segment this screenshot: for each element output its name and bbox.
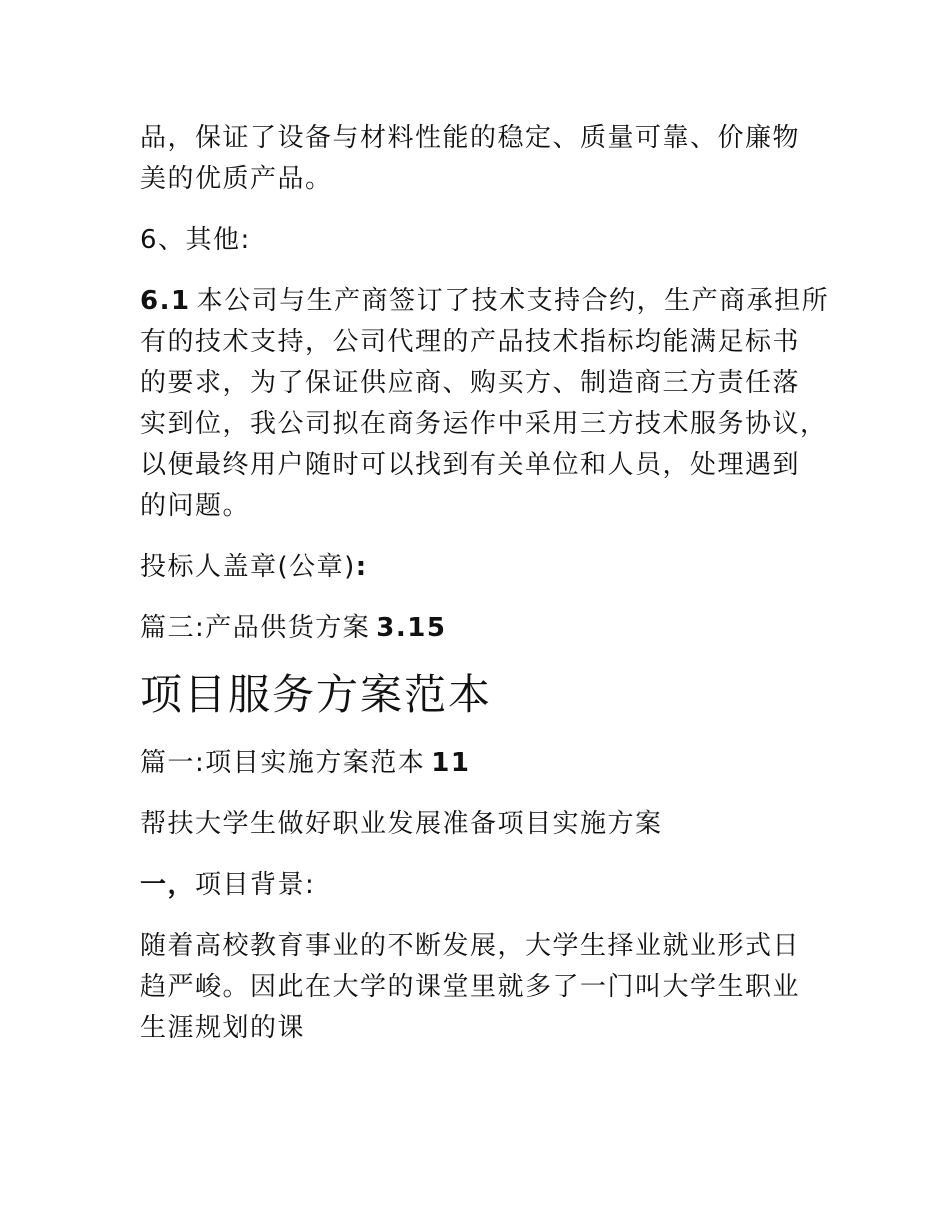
text-line xyxy=(140,281,830,322)
bidder-seal-label: 投标人盖章(公章) xyxy=(140,552,356,582)
text-line: 实到位，我公司拟在商务运作中采用三方技术服务协议， xyxy=(140,409,828,439)
text-line: 的问题。 xyxy=(140,491,251,521)
text-line: 的要求，为了保证供应商、购买方、制造商三方责任落 xyxy=(140,368,801,398)
section-6-title xyxy=(140,220,820,261)
main-heading: 项目服务方案范本 xyxy=(140,670,493,719)
text-line: 美的优质产品。 xyxy=(140,164,333,194)
section-6-label: 6、其他: xyxy=(140,225,251,255)
chapter-1-title: 篇一:项目实施方案范本 xyxy=(140,748,426,778)
document-body xyxy=(140,118,830,1069)
text-line: 生涯规划的课 xyxy=(140,1013,306,1043)
chapter-1-line xyxy=(140,743,820,784)
paragraph-background xyxy=(140,926,820,1049)
text-line: 以便最终用户随时可以找到有关单位和人员，处理遇到 xyxy=(140,450,801,480)
text-line: 随着高校教育事业的不断发展，大学生择业就业形式日 xyxy=(140,931,801,961)
text-line: 品，保证了设备与材料性能的稳定、质量可靠、价廉物 xyxy=(140,123,801,153)
item-number: 6.1 xyxy=(140,286,191,316)
chapter-3-title: 篇三:产品供货方案 xyxy=(140,613,371,643)
bidder-seal-line xyxy=(140,547,820,588)
plan-title xyxy=(140,804,820,845)
paragraph-product-quality xyxy=(140,118,820,200)
chapter-3-line xyxy=(140,608,820,649)
plan-title-text: 帮扶大学生做好职业发展准备项目实施方案 xyxy=(140,809,663,839)
text-line-content: 本公司与生产商签订了技术支持合约，生产商承担所 xyxy=(196,286,830,316)
chapter-1-number: 11 xyxy=(431,748,471,778)
chapter-3-number: 3.15 xyxy=(376,613,447,643)
section-1-prefix: 一， xyxy=(140,870,196,900)
text-line: 有的技术支持，公司代理的产品技术指标均能满足标书 xyxy=(140,327,801,357)
section-1-label: 项目背景: xyxy=(195,870,316,900)
text-line: 趋严峻。因此在大学的课堂里就多了一门叫大学生职业 xyxy=(140,972,801,1002)
section-1-title xyxy=(140,865,820,906)
bidder-seal-colon: : xyxy=(355,552,368,582)
paragraph-6-1 xyxy=(140,281,830,527)
